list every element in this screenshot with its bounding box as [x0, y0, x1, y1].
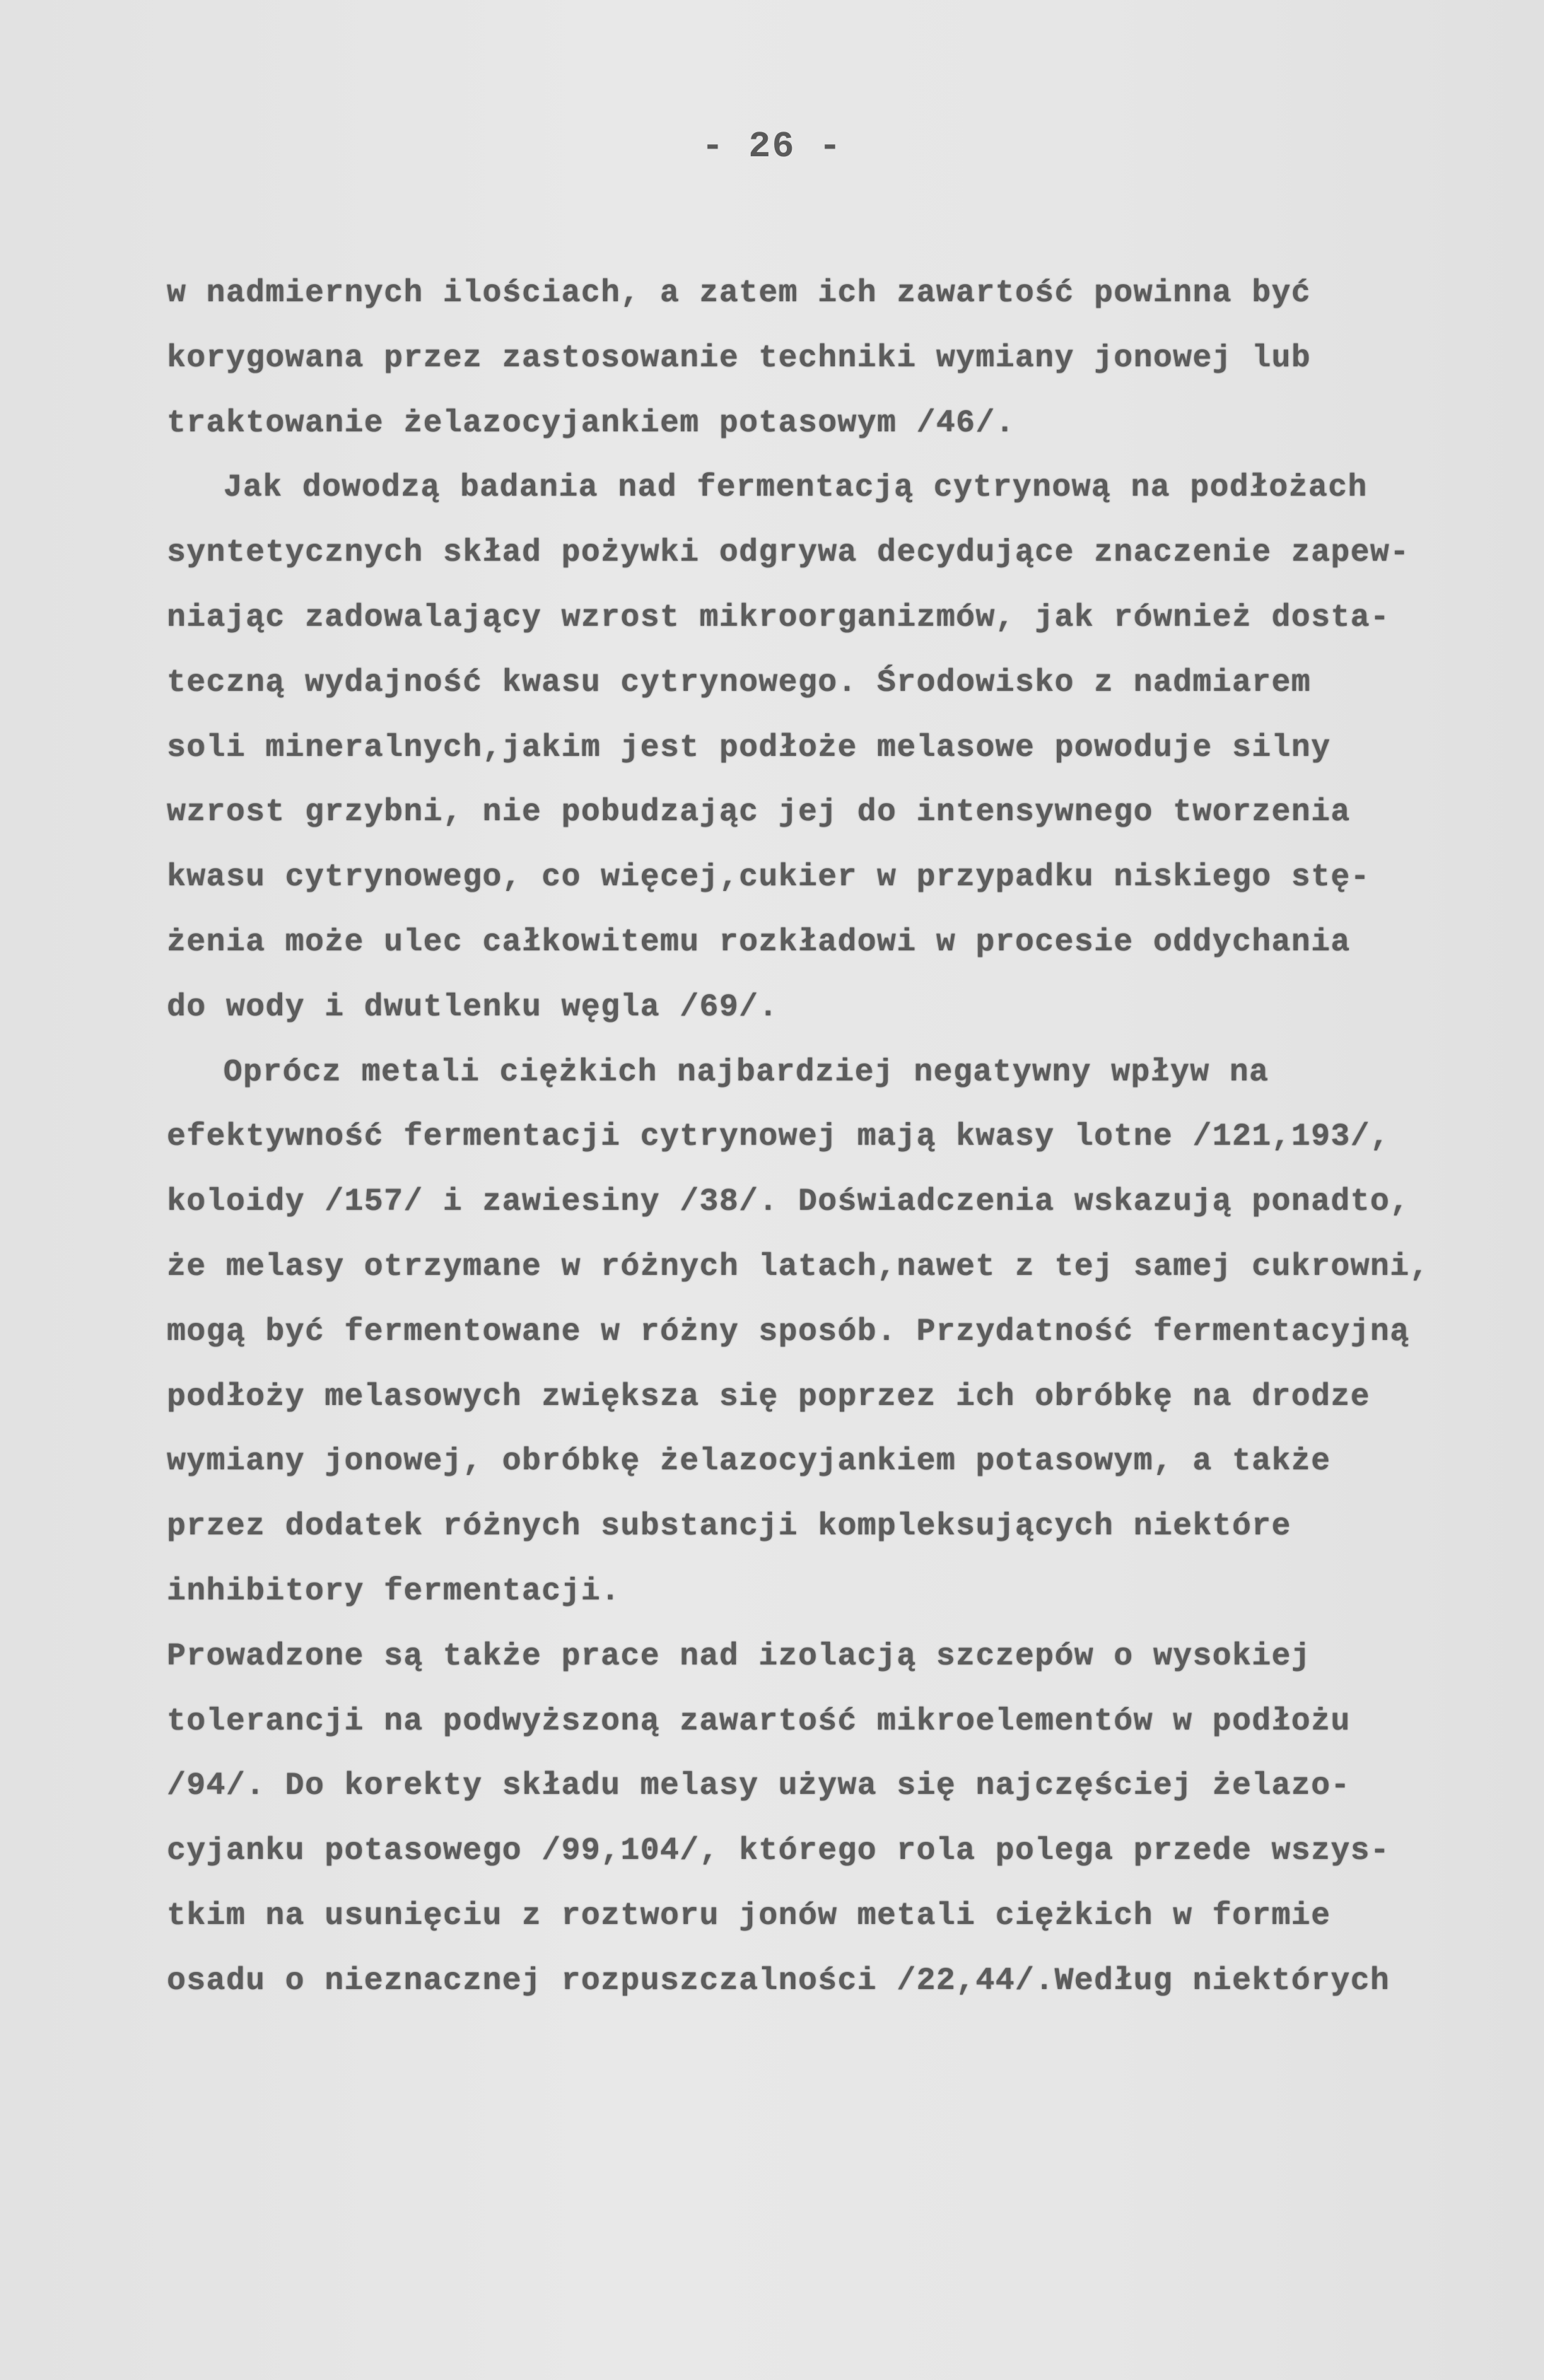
- text-line: cyjanku potasowego /99,104/, którego rola polega przede wszys-: [167, 1833, 1391, 1869]
- text-line: soli mineralnych,jakim jest podłoże melasowe powoduje silny: [167, 730, 1331, 766]
- paragraph: [167, 1625, 1531, 2014]
- text-line: tkim na usunięciu z roztworu jonów metali ciężkich w formie: [167, 1898, 1331, 1934]
- text-line: przez dodatek różnych substancji kompleksujących niektóre: [167, 1509, 1292, 1545]
- paragraph: [167, 1041, 1531, 1625]
- text-line: koloidy /157/ i zawiesiny /38/. Doświadczenia wskazują ponadto,: [167, 1184, 1410, 1220]
- text-line: syntetycznych skład pożywki odgrywa decydujące znaczenie zapew-: [167, 535, 1410, 571]
- text-line: w nadmiernych ilościach, a zatem ich zawartość powinna być: [167, 276, 1311, 311]
- text-line: inhibitory fermentacji.: [167, 1573, 621, 1609]
- text-line: wzrost grzybni, nie pobudzając jej do intensywnego tworzenia: [167, 795, 1351, 831]
- text-line: /94/. Do korekty składu melasy używa się najczęściej żelazo-: [167, 1768, 1351, 1804]
- text-line: traktowanie żelazocyjankiem potasowym /46/.: [167, 405, 1015, 441]
- text-line: Jak dowodzą badania nad fermentacją cytrynową na podłożach: [223, 470, 1368, 506]
- text-line: Oprócz metali ciężkich najbardziej negatywny wpływ na: [223, 1054, 1269, 1090]
- text-line: że melasy otrzymane w różnych latach,nawet z tej samej cukrowni,: [167, 1249, 1429, 1285]
- text-line: kwasu cytrynowego, co więcej,cukier w przypadku niskiego stę-: [167, 860, 1371, 896]
- text-line: podłoży melasowych zwiększa się poprzez ich obróbkę na drodze: [167, 1379, 1371, 1415]
- text-line: niając zadowalający wzrost mikroorganizmów, jak również dosta-: [167, 600, 1391, 636]
- text-line: mogą być fermentowane w różny sposób. Przydatność fermentacyjną: [167, 1314, 1410, 1350]
- paragraph: [167, 262, 1531, 456]
- text-line: osadu o nieznacznej rozpuszczalności /22,44/.Według niektórych: [167, 1963, 1391, 1999]
- paragraph: [167, 456, 1531, 1040]
- text-line: Prowadzone są także prace nad izolacją szczepów o wysokiej: [167, 1638, 1311, 1674]
- page-number: - 26 -: [701, 126, 843, 168]
- text-line: wymiany jonowej, obróbkę żelazocyjankiem potasowym, a także: [167, 1444, 1331, 1480]
- text-line: żenia może ulec całkowitemu rozkładowi w procesie oddychania: [167, 924, 1351, 960]
- document-body: [167, 262, 1531, 2014]
- text-line: do wody i dwutlenku węgla /69/.: [167, 989, 779, 1025]
- text-line: teczną wydajność kwasu cytrynowego. Środowisko z nadmiarem: [167, 665, 1311, 701]
- text-line: korygowana przez zastosowanie techniki wymiany jonowej lub: [167, 340, 1311, 376]
- text-line: tolerancji na podwyższoną zawartość mikroelementów w podłożu: [167, 1703, 1351, 1739]
- text-line: efektywność fermentacji cytrynowej mają kwasy lotne /121,193/,: [167, 1119, 1391, 1155]
